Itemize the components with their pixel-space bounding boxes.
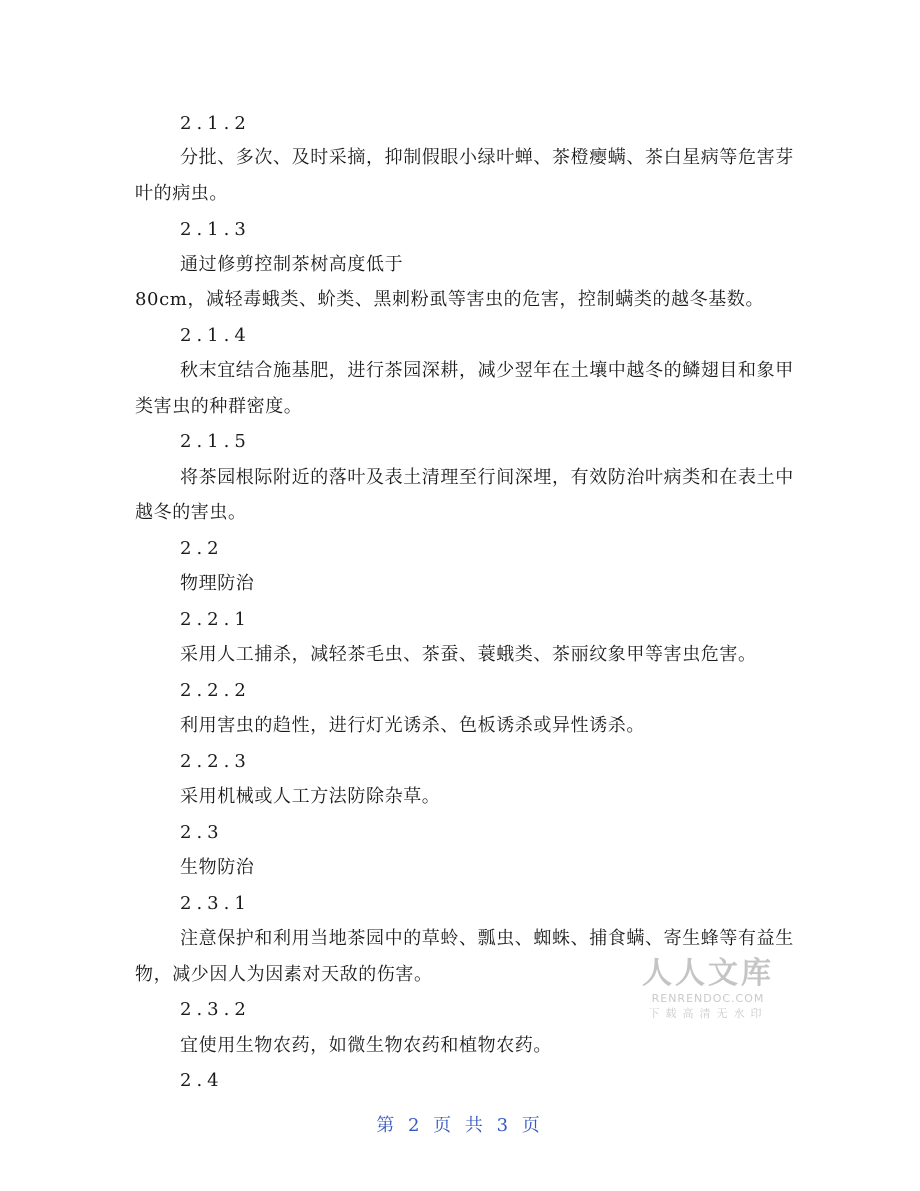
section-number: 2.2.3 <box>180 751 251 772</box>
paragraph-line: 将茶园根际附近的落叶及表土清理至行间深埋，有效防治叶病类和在表土中 <box>180 467 794 488</box>
paragraph-line: 通过修剪控制茶树高度低于 <box>180 254 404 275</box>
section-number: 2.2 <box>180 538 224 559</box>
paragraph-line: 类害虫的种群密度。 <box>135 396 303 417</box>
paragraph-line: 越冬的害虫。 <box>135 502 247 523</box>
paragraph-line: 物，减少因人为因素对天敌的伤害。 <box>135 964 433 985</box>
section-number: 2.2.1 <box>180 609 251 630</box>
paragraph-line: 分批、多次、及时采摘，抑制假眼小绿叶蝉、茶橙瘿螨、茶白星病等危害芽 <box>180 147 794 168</box>
paragraph-line: 注意保护和利用当地茶园中的草蛉、瓢虫、蜘蛛、捕食螨、寄生蜂等有益生 <box>180 928 794 949</box>
paragraph-line: 叶的病虫。 <box>135 183 228 204</box>
watermark-title: 人人文库 <box>642 956 774 991</box>
section-number: 2.4 <box>180 1070 224 1091</box>
page-footer: 第 2 页 共 3 页 <box>376 1115 544 1136</box>
watermark-url: RENRENDOC.COM <box>651 992 765 1005</box>
section-number: 2.1.4 <box>180 325 251 346</box>
paragraph-line: 秋末宜结合施基肥，进行茶园深耕，减少翌年在土壤中越冬的鳞翅目和象甲 <box>180 360 794 381</box>
paragraph-line: 采用机械或人工方法防除杂草。 <box>180 786 441 807</box>
paragraph-line: 80cm，减轻毒蛾类、蚧类、黑刺粉虱等害虫的危害，控制螨类的越冬基数。 <box>135 289 765 310</box>
section-number: 2.3.2 <box>180 999 251 1020</box>
section-number: 2.1.2 <box>180 113 251 134</box>
paragraph-line: 宜使用生物农药，如微生物农药和植物农药。 <box>180 1035 552 1056</box>
section-number: 2.3 <box>180 822 224 843</box>
watermark-logo <box>642 956 774 1022</box>
section-heading: 物理防治 <box>180 573 255 594</box>
section-number: 2.3.1 <box>180 893 251 914</box>
section-number: 2.1.5 <box>180 431 251 452</box>
paragraph-line: 利用害虫的趋性，进行灯光诱杀、色板诱杀或异性诱杀。 <box>180 715 645 736</box>
section-number: 2.1.3 <box>180 219 251 240</box>
watermark-subtitle: 下载高清无水印 <box>648 1007 768 1020</box>
paragraph-line: 采用人工捕杀，减轻茶毛虫、茶蚕、蓑蛾类、茶丽纹象甲等害虫危害。 <box>180 644 757 665</box>
section-number: 2.2.2 <box>180 680 251 701</box>
section-heading: 生物防治 <box>180 857 255 878</box>
